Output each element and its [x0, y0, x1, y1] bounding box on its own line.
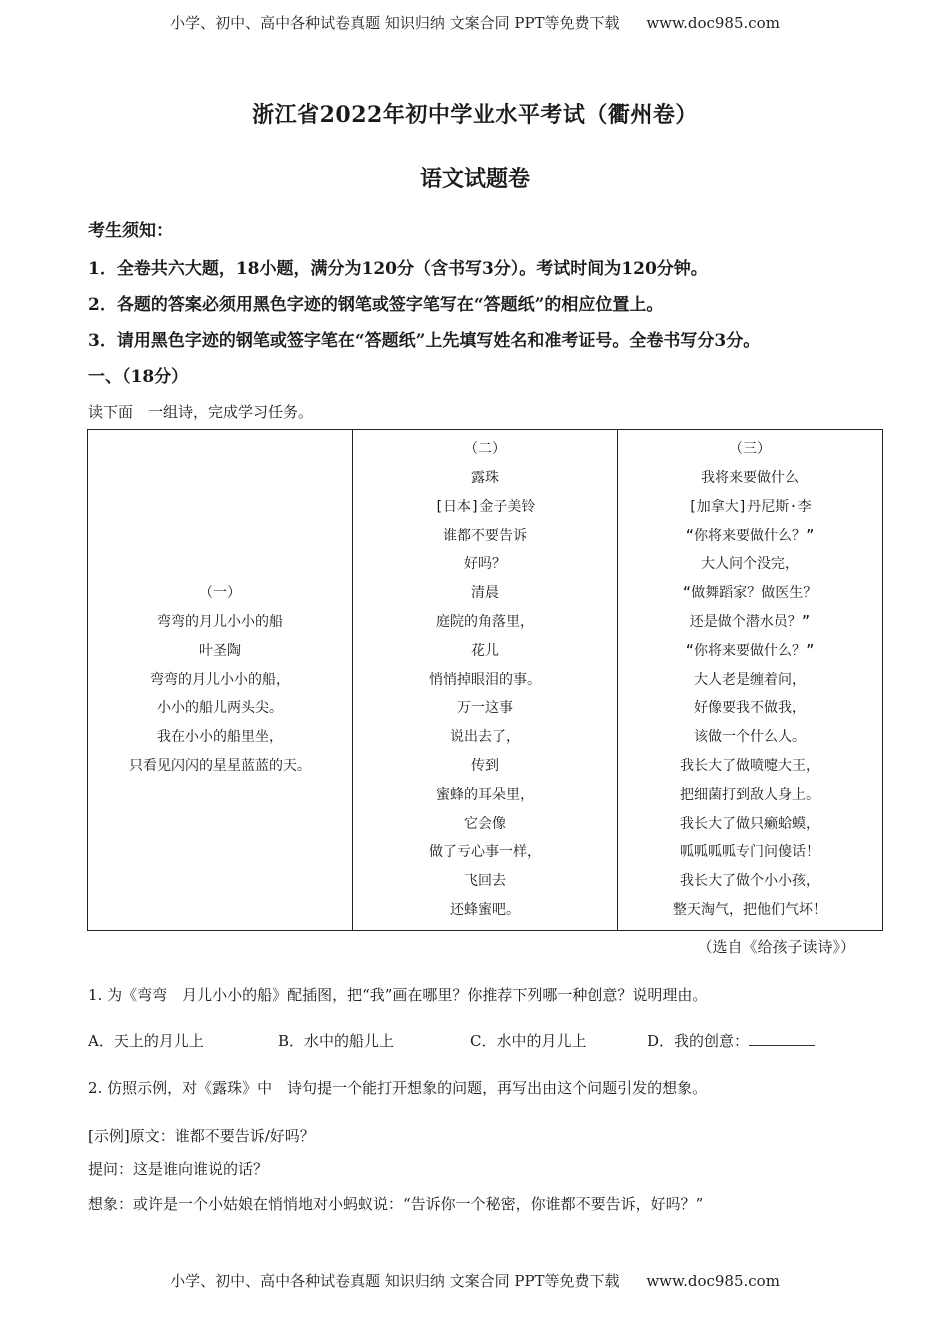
notice-item: 2．各题的答案必须用黑色字迹的钢笔或签字笔写在“答题纸”的相应位置上。	[88, 295, 664, 315]
poem-line: 庭院的角落里，	[436, 614, 534, 630]
poem-line: 好像要我不做我，	[694, 700, 806, 717]
example-original: [示例]原文：谁都不要告诉/好吗？	[88, 1127, 315, 1145]
poem-line: 大人老是缠着问，	[694, 671, 806, 688]
poem-line: 整天淘气，把他们气坏！	[673, 901, 827, 918]
poem-line: 还蜂蜜吧。	[450, 901, 520, 918]
poem-line: （二）	[464, 441, 506, 458]
poem-line: 它会像	[464, 815, 506, 832]
poem-line: 我在小小的船里坐，	[157, 729, 283, 746]
reading-intro: 读下面 一组诗，完成学习任务。	[88, 403, 314, 421]
answer-blank[interactable]	[749, 1031, 815, 1046]
poem-line: 花儿	[471, 642, 499, 659]
poem-line: [日本]金子美铃	[434, 498, 536, 515]
poem-line: “你将来要做什么？”	[685, 642, 815, 659]
poem-line: 露珠	[471, 470, 499, 487]
poem-table	[87, 429, 883, 931]
poem-cell-1	[88, 430, 353, 931]
poem-cell-3	[618, 430, 883, 931]
option-d-label: D．我的创意：	[647, 1032, 750, 1050]
exam-title: 浙江省2022年初中学业水平考试（衢州卷）	[252, 102, 698, 128]
poem-line: 只看见闪闪的星星蓝蓝的天。	[129, 757, 311, 774]
poem-line: 清晨	[471, 585, 499, 602]
footer-site-link[interactable]: www.doc985.com	[646, 1272, 780, 1290]
question-2: 2. 仿照示例，对《露珠》中 诗句提一个能打开想象的问题，再写出由这个问题引发的想象。	[88, 1079, 708, 1097]
header-site-link[interactable]: www.doc985.com	[646, 14, 780, 32]
poem-line: “做舞蹈家？做医生？	[682, 585, 818, 602]
header-text: 小学、初中、高中各种试卷真题 知识归纳 文案合同 PPT等免费下载	[170, 14, 620, 32]
option-a: A．天上的月儿上	[88, 1032, 204, 1050]
notice-heading: 考生须知：	[88, 221, 173, 241]
poem-line: （三）	[729, 441, 771, 458]
poem-line: 弯弯的月儿小小的船	[157, 614, 283, 630]
poem-line: “你将来要做什么？”	[685, 527, 815, 544]
poem-line: （一）	[199, 585, 241, 602]
example-imagination: 想象：或许是一个小姑娘在悄悄地对小蚂蚁说：“告诉你一个秘密，你谁都不要告诉，好吗？”	[88, 1195, 704, 1213]
question-1: 1. 为《弯弯 月儿小小的船》配插图，把“我”画在哪里？你推荐下列哪一种创意？说明理由。	[88, 986, 708, 1004]
poem-line: 我长大了做只癞蛤蟆，	[680, 815, 820, 832]
poem-line: 谁都不要告诉	[443, 527, 527, 544]
poem-source: （选自《给孩子读诗》）	[697, 938, 855, 956]
option-b: B．水中的船儿上	[278, 1032, 395, 1050]
poem-line: 弯弯的月儿小小的船，	[150, 671, 290, 688]
poem-1	[88, 579, 352, 781]
poem-line: 还是做个潜水员？”	[689, 614, 811, 630]
poem-line: 做了亏心事一样，	[429, 844, 541, 861]
exam-subtitle: 语文试题卷	[419, 166, 530, 192]
option-d	[647, 1030, 815, 1051]
poem-line: 大人问个没完，	[701, 556, 799, 573]
poem-3	[618, 435, 882, 925]
page-footer	[0, 1270, 950, 1291]
poem-line: 蜜蜂的耳朵里，	[436, 786, 534, 803]
poem-line: 飞回去	[464, 873, 506, 890]
section-heading: 一、（18分）	[88, 367, 189, 387]
option-c: C．水中的月儿上	[470, 1032, 587, 1050]
page-header	[0, 12, 950, 33]
poem-2	[353, 435, 617, 925]
poem-line: 好吗？	[464, 556, 506, 573]
poem-line: 呱呱呱呱专门问傻话！	[680, 844, 820, 861]
poem-cell-2	[353, 430, 618, 931]
notice-item: 3．请用黑色字迹的钢笔或签字笔在“答题纸”上先填写姓名和准考证号。全卷书写分3分。	[88, 331, 761, 351]
poem-line: 小小的船儿两头尖。	[157, 700, 283, 717]
poem-line: 把细菌打到敌人身上。	[680, 786, 820, 803]
poem-line: 我长大了做喷嚏大王，	[680, 757, 820, 774]
notice-item: 1．全卷共六大题，18小题，满分为120分（含书写3分）。考试时间为120分钟。	[88, 259, 708, 279]
poem-line: 该做一个什么人。	[694, 729, 806, 746]
poem-line: [加拿大]丹尼斯·李	[688, 498, 812, 515]
poem-line: 悄悄掉眼泪的事。	[429, 671, 541, 688]
poem-line: 万一这事	[457, 700, 513, 717]
example-question: 提问：这是谁向谁说的话？	[88, 1160, 269, 1178]
poem-line: 我将来要做什么	[701, 470, 799, 487]
poem-line: 我长大了做个小小孩，	[680, 873, 820, 890]
footer-text: 小学、初中、高中各种试卷真题 知识归纳 文案合同 PPT等免费下载	[170, 1272, 620, 1290]
poem-line: 叶圣陶	[199, 642, 241, 659]
poem-line: 传到	[471, 757, 499, 774]
poem-line: 说出去了，	[450, 729, 520, 746]
